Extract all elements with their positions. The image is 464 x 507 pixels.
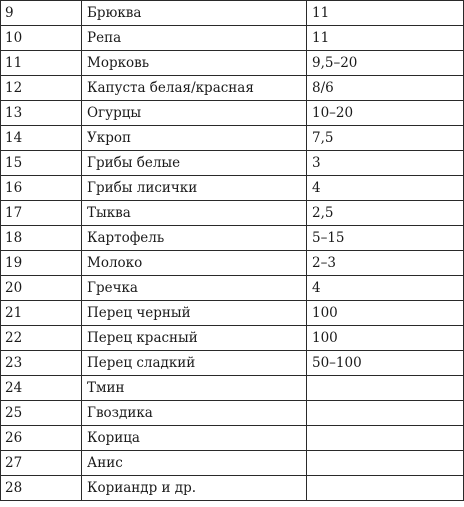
value-cell: 100: [307, 326, 464, 351]
value-cell: [307, 376, 464, 401]
value-cell: 2–3: [307, 251, 464, 276]
value-cell: 100: [307, 301, 464, 326]
row-number-cell: 26: [1, 426, 82, 451]
row-number-cell: 20: [1, 276, 82, 301]
product-name-cell: Капуста белая/красная: [82, 76, 307, 101]
product-name-cell: Тыква: [82, 201, 307, 226]
row-number-cell: 10: [1, 26, 82, 51]
row-number-cell: 17: [1, 201, 82, 226]
row-number-cell: 11: [1, 51, 82, 76]
table-row: [1, 226, 464, 251]
table-row: [1, 326, 464, 351]
product-name-cell: Перец сладкий: [82, 351, 307, 376]
table-row: [1, 1, 464, 26]
value-cell: 3: [307, 151, 464, 176]
table-row: [1, 476, 464, 501]
row-number-cell: 9: [1, 1, 82, 26]
table-row: [1, 301, 464, 326]
table-row: [1, 401, 464, 426]
row-number-cell: 22: [1, 326, 82, 351]
product-name-cell: Репа: [82, 26, 307, 51]
table-row: [1, 26, 464, 51]
table-row: [1, 351, 464, 376]
value-cell: 7,5: [307, 126, 464, 151]
product-name-cell: Гвоздика: [82, 401, 307, 426]
row-number-cell: 14: [1, 126, 82, 151]
table-row: [1, 451, 464, 476]
product-name-cell: Перец черный: [82, 301, 307, 326]
row-number-cell: 27: [1, 451, 82, 476]
product-name-cell: Молоко: [82, 251, 307, 276]
value-cell: 4: [307, 276, 464, 301]
value-cell: 10–20: [307, 101, 464, 126]
row-number-cell: 21: [1, 301, 82, 326]
table-row: [1, 201, 464, 226]
product-name-cell: Грибы лисички: [82, 176, 307, 201]
value-cell: [307, 401, 464, 426]
row-number-cell: 16: [1, 176, 82, 201]
product-name-cell: Огурцы: [82, 101, 307, 126]
table-row: [1, 101, 464, 126]
product-name-cell: Укроп: [82, 126, 307, 151]
value-cell: [307, 476, 464, 501]
value-cell: 11: [307, 1, 464, 26]
table-row: [1, 126, 464, 151]
product-name-cell: Брюква: [82, 1, 307, 26]
product-name-cell: Тмин: [82, 376, 307, 401]
value-cell: [307, 451, 464, 476]
row-number-cell: 28: [1, 476, 82, 501]
product-name-cell: Кориандр и др.: [82, 476, 307, 501]
table-row: [1, 176, 464, 201]
product-name-cell: Анис: [82, 451, 307, 476]
table-row: [1, 426, 464, 451]
value-cell: 9,5–20: [307, 51, 464, 76]
table-row: [1, 51, 464, 76]
table-body: [1, 1, 464, 501]
table-row: [1, 251, 464, 276]
product-name-cell: Грибы белые: [82, 151, 307, 176]
value-cell: 2,5: [307, 201, 464, 226]
value-cell: [307, 426, 464, 451]
table-row: [1, 76, 464, 101]
row-number-cell: 18: [1, 226, 82, 251]
value-cell: 50–100: [307, 351, 464, 376]
row-number-cell: 13: [1, 101, 82, 126]
row-number-cell: 19: [1, 251, 82, 276]
table-row: [1, 151, 464, 176]
row-number-cell: 25: [1, 401, 82, 426]
product-name-cell: Картофель: [82, 226, 307, 251]
product-name-cell: Гречка: [82, 276, 307, 301]
value-cell: 8/6: [307, 76, 464, 101]
value-cell: 5–15: [307, 226, 464, 251]
product-name-cell: Корица: [82, 426, 307, 451]
row-number-cell: 24: [1, 376, 82, 401]
product-name-cell: Морковь: [82, 51, 307, 76]
row-number-cell: 12: [1, 76, 82, 101]
value-cell: 4: [307, 176, 464, 201]
product-name-cell: Перец красный: [82, 326, 307, 351]
row-number-cell: 23: [1, 351, 82, 376]
row-number-cell: 15: [1, 151, 82, 176]
table-row: [1, 276, 464, 301]
value-cell: 11: [307, 26, 464, 51]
table-row: [1, 376, 464, 401]
